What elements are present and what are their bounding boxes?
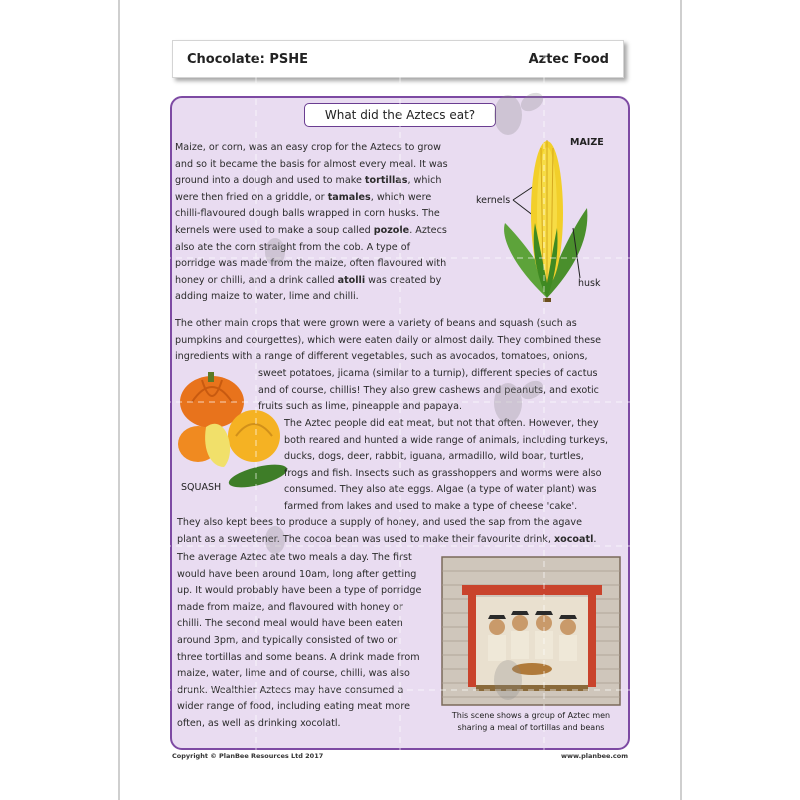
text-line: They also kept bees to produce a supply of honey, and used the sap from the agave [177,517,582,528]
food-bowl [512,663,552,675]
illustration-caption: This scene shows a group of Aztec men sharing a meal of tortillas and beans [451,711,611,732]
crops-paragraph [175,316,601,366]
text-line: ground into a dough and used to make tortillas, which [175,175,442,187]
text-line: consumed. They also ate eggs. Algae (a type of water plant) was [284,484,597,496]
kernels-label: kernels [476,195,511,206]
text-line: plant as a sweetener. The cocoa bean was used to make their favourite drink, xocoatl. [177,533,597,545]
maize-cob-illustration [495,128,595,303]
bold-term: xocoatl [553,533,594,545]
text-line: made from maize, and flavoured with honey or [177,601,403,613]
text-line: ducks, dogs, deer, rabbit, iguana, armadillo, wild boar, turtles, [284,451,584,463]
text-line: kernels were used to make a soup called pozole. Aztecs [175,224,447,236]
crops-paragraph-continued [258,366,599,416]
text-line: and so it became the basis for almost every meal. It was [175,158,448,170]
text-line: farmed from lakes and used to make a type of cheese 'cake'. [284,500,578,512]
text-line: chilli-flavoured dough balls wrapped in corn husks. The [175,208,440,220]
header-topic: Aztec Food [528,51,609,67]
courgette [227,460,290,492]
maize-paragraph [175,140,448,306]
text-line: up. It would probably have been a type of porridge [177,585,422,597]
text-line: maize, water, lime and of course, chilli, was also [177,668,410,680]
text-line: honey or chilli, and a drink called atolli was created by [175,274,442,286]
text-line: chilli. The second meal would have been eaten [177,618,403,630]
text-line: three tortillas and some beans. A drink made from [177,651,420,663]
text-line: adding maize to water, lime and chilli. [175,291,359,303]
meals-paragraph [177,550,421,733]
text-line: sweet potatoes, jicama (similar to a turnip), different species of cactus [258,368,598,379]
text-line: Maize, or corn, was an easy crop for the Aztecs to grow [175,142,441,153]
text-line: porridge was made from the maize, often flavoured with [175,258,447,270]
husk-label: husk [578,278,601,289]
text-line: were then fried on a griddle, or tamales, which were [175,191,432,203]
honey-paragraph [177,515,596,548]
yellow-squash [228,410,280,462]
bold-term: atolli [337,274,366,286]
text-line: also ate the corn straight from the cob. A type of [175,241,410,253]
squash-label: SQUASH [181,482,222,493]
text-line: wider range of food, including eating meat more [177,701,411,713]
meat-paragraph [284,416,608,516]
text-line: The other main crops that were grown were a variety of beans and squash (such as [175,318,577,329]
butternut-squash [205,424,230,467]
text-line: ingredients with a range of different vegetables, such as avocados, tomatoes, onions, [175,351,588,363]
bold-term: tamales [327,191,371,203]
panel-title: What did the Aztecs eat? [304,103,496,127]
text-line: frogs and fish. Insects such as grasshoppers and worms were also [284,467,602,479]
copyright-text: Copyright © PlanBee Resources Ltd 2017 [172,752,324,760]
maize-label: MAIZE [570,137,604,148]
website-link[interactable]: www.planbee.com [561,752,628,760]
text-line: The Aztec people did eat meat, but not that often. However, they [284,418,599,429]
text-line: both reared and hunted a wide range of animals, including turkeys, [284,434,608,446]
text-line: The average Aztec ate two meals a day. The first [177,552,412,563]
bold-term: pozole [373,224,410,236]
text-line: pumpkins and courgettes), which were eaten daily or almost daily. They combined these [175,334,602,346]
text-line: and of course, chillis! They also grew cashews and peanuts, and exotic [258,384,599,396]
bold-term: tortillas [364,175,408,187]
header-subject: Chocolate: PSHE [187,51,308,67]
text-line: drunk. Wealthier Aztecs may have consumed a [177,684,404,696]
roof-beam [462,585,602,595]
squash-illustration [176,372,286,492]
text-line: often, as well as drinking xocolatl. [177,717,341,729]
aztec-meal-illustration [442,557,620,705]
text-line: around 3pm, and typically consisted of two or [177,634,398,646]
text-line: would have been around 10am, long after getting [177,568,417,580]
text-line: fruits such as lime, pineapple and papaya. [258,401,463,413]
page-header [172,40,624,78]
